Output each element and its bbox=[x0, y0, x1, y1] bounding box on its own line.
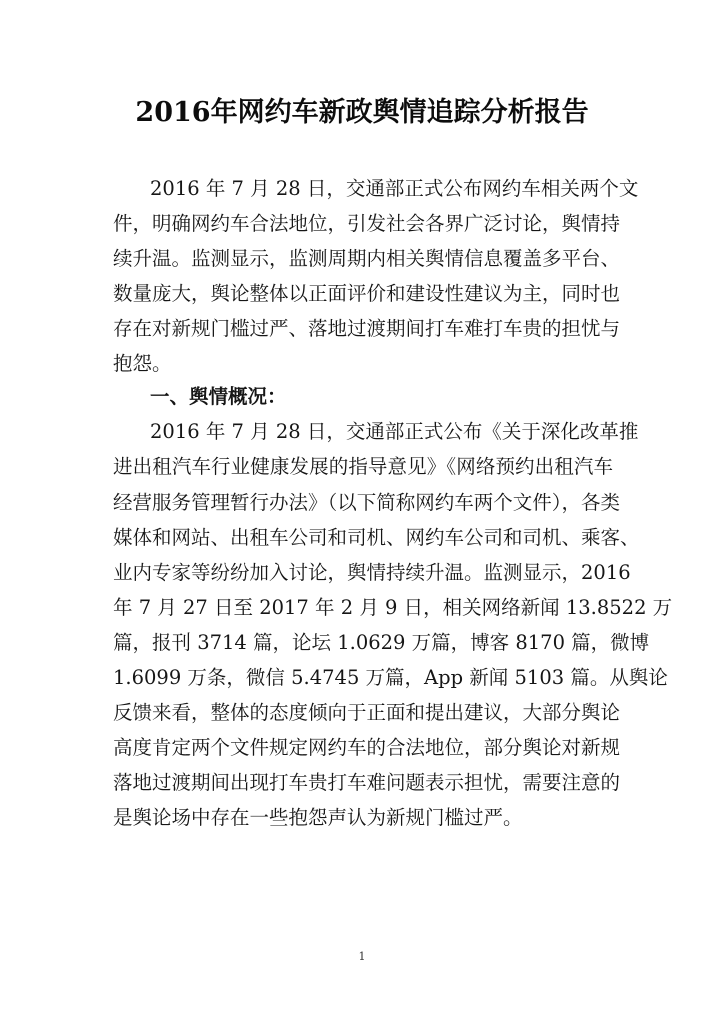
section-heading: 一、舆情概况： bbox=[150, 385, 287, 408]
paragraph-2-line: 经营服务管理暂行办法》（以下简称网约车两个文件），各类 bbox=[113, 491, 621, 514]
document-title: 2016年网约车新政舆情追踪分析报告 bbox=[135, 97, 589, 128]
paragraph-2-line: 2016 年 7 月 28 日，交通部正式公布《关于深化改革推 bbox=[150, 420, 639, 443]
paragraph-2-line: 1.6099 万条，微信 5.4745 万篇，App 新闻 5103 篇。从舆论 bbox=[113, 666, 668, 689]
paragraph-2-line: 反馈来看，整体的态度倾向于正面和提出建议，大部分舆论 bbox=[113, 701, 621, 724]
paragraph-1-line: 2016 年 7 月 28 日，交通部正式公布网约车相关两个文 bbox=[150, 177, 639, 200]
paragraph-2-line: 年 7 月 27 日至 2017 年 2 月 9 日，相关网络新闻 13.8522 万 bbox=[113, 596, 673, 619]
paragraph-1-line: 数量庞大，舆论整体以正面评价和建设性建议为主，同时也 bbox=[113, 282, 621, 305]
paragraph-2-line: 媒体和网站、出租车公司和司机、网约车公司和司机、乘客、 bbox=[113, 526, 640, 549]
paragraph-2-line: 高度肯定两个文件规定网约车的合法地位，部分舆论对新规 bbox=[113, 736, 621, 759]
paragraph-1-line: 续升温。监测显示，监测周期内相关舆情信息覆盖多平台、 bbox=[113, 247, 621, 270]
page-number: 1 bbox=[358, 950, 366, 963]
paragraph-2-line: 业内专家等纷纷加入讨论，舆情持续升温。监测显示，2016 bbox=[113, 561, 631, 584]
paragraph-1-line: 抱怨。 bbox=[113, 352, 172, 375]
paragraph-2-line: 进出租汽车行业健康发展的指导意见》《网络预约出租汽车 bbox=[113, 455, 613, 478]
paragraph-1-line: 存在对新规门槛过严、落地过渡期间打车难打车贵的担忧与 bbox=[113, 317, 621, 340]
paragraph-1-line: 件，明确网约车合法地位，引发社会各界广泛讨论，舆情持 bbox=[113, 212, 621, 235]
paragraph-2-line: 篇，报刊 3714 篇，论坛 1.0629 万篇，博客 8170 篇，微博 bbox=[113, 631, 650, 654]
paragraph-2-line: 是舆论场中存在一些抱怨声认为新规门槛过严。 bbox=[113, 806, 523, 829]
paragraph-2-line: 落地过渡期间出现打车贵打车难问题表示担忧，需要注意的 bbox=[113, 771, 621, 794]
